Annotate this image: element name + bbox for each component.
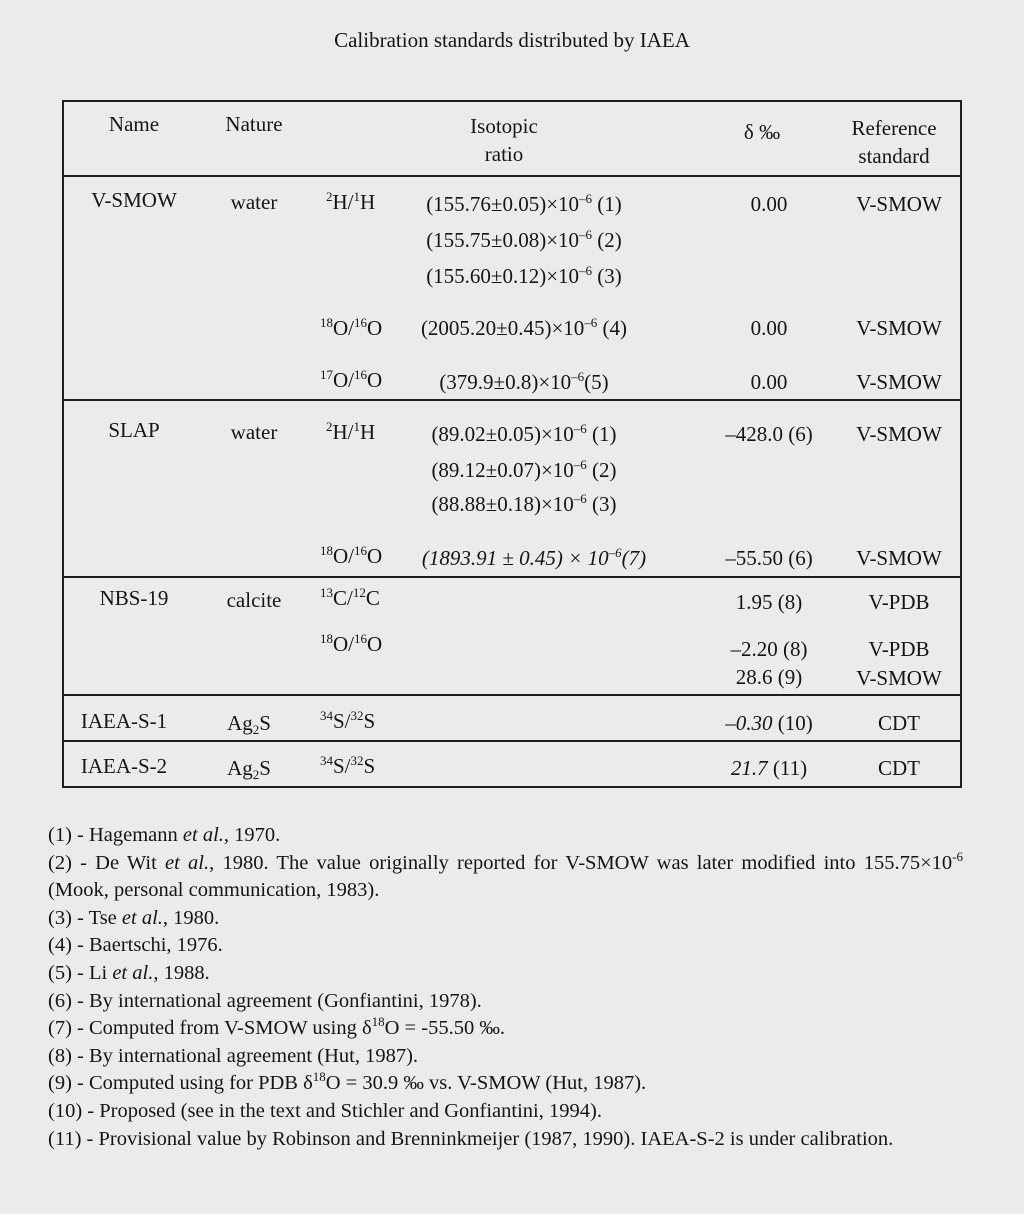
slap-o18-std: V-SMOW — [856, 546, 942, 570]
footnote-1: (1) - Hagemann et al., 1970. — [48, 824, 281, 846]
slap-o18-ratio: $(1893.91 \pm 0.45) \times 10^{-6}(7)$ — [421, 545, 647, 570]
iaeas1-s-isotope: $^{34}$S/$^{32}$S — [320, 708, 376, 733]
vsmow-o18-isotope: $^{18}$O/$^{16}$O — [320, 315, 383, 340]
vsmow-h-isotope: $^2$H/$^1$H — [326, 189, 376, 214]
nbs19-o-isotope: $^{18}$O/$^{16}$O — [320, 631, 383, 656]
vsmow-h-std: V-SMOW — [856, 192, 942, 216]
iaeas2-std: CDT — [878, 756, 920, 780]
iaeas2-s-isotope: $^{34}$S/$^{32}$S — [320, 753, 376, 778]
iaeas2-nature: $Ag_2S$ — [227, 756, 271, 782]
iaeas1-name: IAEA-S-1 — [80, 709, 168, 733]
header-isotopic-ratio: Isotopic ratio — [470, 114, 538, 166]
slap-h-std: V-SMOW — [856, 422, 942, 446]
nbs19-name: NBS-19 — [99, 586, 169, 610]
footnote-3: (3) - Tse et al., 1980. — [48, 906, 220, 929]
nbs19-c-std: V-PDB — [868, 590, 930, 614]
footnote-8: (8) - By international agreement (Hut, 1987). — [48, 1044, 419, 1067]
header-divider — [64, 175, 960, 177]
footnote-10: (10) - Proposed (see in the text and Stichler and Gonfiantini, 1994). — [48, 1099, 602, 1122]
iaeas1-delta: –0.30 (10) — [725, 711, 813, 735]
row-divider — [64, 399, 960, 401]
slap-h-ratio-b: $(89.12\pm 0.07)\times 10^{-6}$ (2) — [431, 457, 617, 482]
footnotes — [48, 822, 963, 1153]
iaeas1-nature: $Ag_2S$ — [227, 711, 271, 737]
vsmow-o17-isotope: $^{17}$O/$^{16}$O — [320, 367, 383, 392]
slap-h-ratio-c: $(88.88\pm 0.18)\times 10^{-6}$ (3) — [431, 491, 617, 516]
vsmow-name: V-SMOW — [91, 188, 177, 212]
vsmow-o17-std: V-SMOW — [856, 370, 942, 394]
footnote-5: (5) - Li et al., 1988. — [48, 961, 210, 984]
vsmow-h-ratio-c: $(155.60\pm 0.12)\times 10^{-6}$ (3) — [426, 263, 622, 288]
nbs19-o-std-a: V-PDB — [868, 637, 930, 661]
footnote-2: (2) - De Wit et al., 1980. The value originally reported for V-SMOW was later modified into $155.75\times 10^{-6}$ (Mook, personal communication, 1983). — [48, 848, 963, 902]
header-nature: Nature — [225, 112, 283, 136]
vsmow-nature: water — [230, 190, 278, 214]
nbs19-o-std-b: V-SMOW — [856, 666, 942, 690]
slap-name: SLAP — [108, 418, 160, 442]
nbs19-o-delta-a: –2.20 (8) — [730, 637, 808, 661]
footnote-6: (6) - By international agreement (Gonfiantini, 1978). — [48, 989, 482, 1012]
header-name: Name — [108, 112, 160, 136]
header-reference-standard: Reference standard — [851, 116, 937, 168]
vsmow-o17-delta: 0.00 — [750, 370, 788, 394]
slap-h-ratio-a: $(89.02\pm 0.05)\times 10^{-6}$ (1) — [431, 421, 617, 446]
footnote-7: (7) - Computed from V-SMOW using $\delta^{18}O = -55.50$ ‰. — [48, 1014, 505, 1040]
footnote-9: (9) - Computed using for PDB $\delta^{18}O = 30.9$ ‰ vs. V-SMOW (Hut, 1987). — [48, 1069, 647, 1095]
iaeas2-name: IAEA-S-2 — [80, 754, 168, 778]
nbs19-nature: calcite — [226, 588, 282, 612]
vsmow-h-delta: 0.00 — [750, 192, 788, 216]
footnote-4: (4) - Baertschi, 1976. — [48, 934, 223, 957]
iaeas1-std: CDT — [878, 711, 920, 735]
footnote-11: (11) - Provisional value by Robinson and Brenninkmeijer (1987, 1990). IAEA-S-2 is under calibration. — [48, 1127, 894, 1150]
slap-o18-delta: –55.50 (6) — [725, 546, 813, 570]
nbs19-c-isotope: $^{13}$C/$^{12}$C — [320, 585, 380, 610]
calibration-table — [62, 100, 962, 788]
row-divider — [64, 740, 960, 742]
slap-o18-isotope: $^{18}$O/$^{16}$O — [320, 543, 383, 568]
slap-h-delta: –428.0 (6) — [725, 422, 813, 446]
iaeas2-delta: 21.7 (11) — [730, 756, 808, 780]
vsmow-o18-std: V-SMOW — [856, 316, 942, 340]
header-delta-permil: δ ‰ — [743, 120, 781, 144]
slap-nature: water — [230, 420, 278, 444]
vsmow-h-ratio-b: $(155.75\pm 0.08)\times 10^{-6}$ (2) — [426, 227, 622, 252]
row-divider — [64, 576, 960, 578]
nbs19-c-delta: 1.95 (8) — [735, 590, 803, 614]
slap-h-isotope: $^2$H/$^1$H — [326, 419, 376, 444]
vsmow-h-ratio-a: $(155.76\pm 0.05)\times 10^{-6}$ (1) — [426, 191, 622, 216]
page-title: Calibration standards distributed by IAEA — [334, 28, 690, 52]
vsmow-o18-ratio: $(2005.20\pm 0.45)\times 10^{-6}$ (4) — [420, 315, 628, 340]
vsmow-o18-delta: 0.00 — [750, 316, 788, 340]
row-divider — [64, 694, 960, 696]
nbs19-o-delta-b: 28.6 (9) — [735, 665, 803, 689]
vsmow-o17-ratio: $(379.9\pm 0.8)\times 10^{-6}(5)$ — [439, 369, 609, 394]
